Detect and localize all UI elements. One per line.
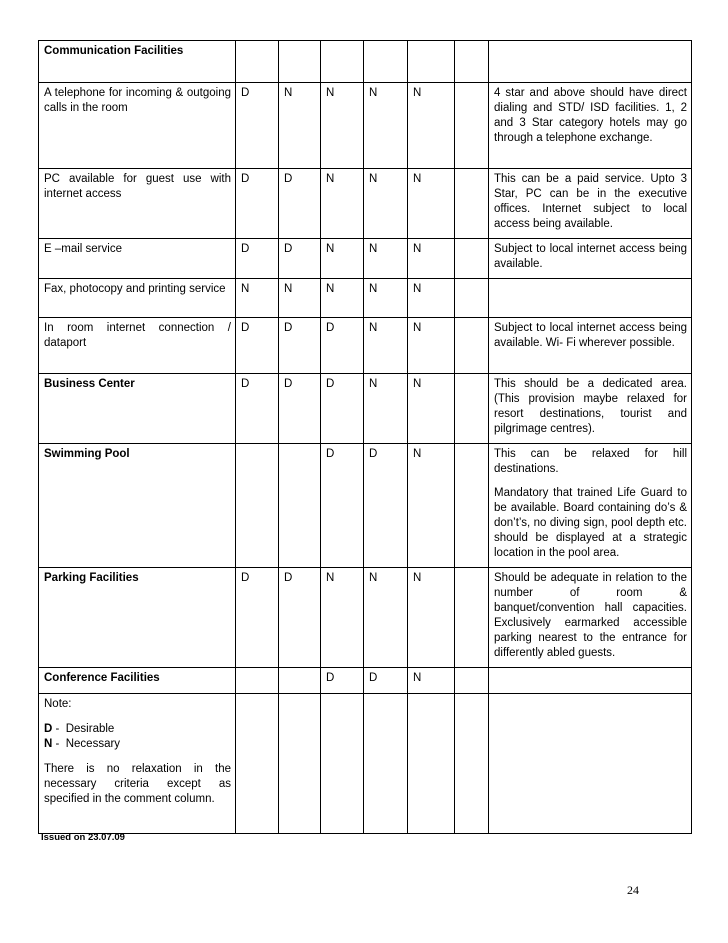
category-flag-cell [236, 41, 279, 83]
facility-name: A telephone for incoming & outgoing calls in the room [39, 83, 236, 169]
category-flag-cell: D [236, 318, 279, 374]
category-flag-cell [236, 444, 279, 568]
category-flag-cell: D [279, 568, 321, 668]
legend-code: D [44, 723, 53, 735]
table-row [39, 41, 692, 83]
comment-cell [489, 83, 692, 169]
category-flag-cell [321, 41, 364, 83]
category-flag-cell [408, 41, 455, 83]
category-flag-cell [236, 668, 279, 694]
category-flag-cell: D [236, 169, 279, 239]
comment-cell [489, 169, 692, 239]
table-row [39, 279, 692, 318]
category-flag-cell: N [364, 169, 408, 239]
legend-text: - Necessary [52, 738, 121, 750]
empty-cell [364, 694, 408, 834]
comment-paragraph: Subject to local internet access being available. Wi- Fi wherever possible. [494, 322, 687, 349]
table-row [39, 444, 692, 568]
empty-cell [489, 694, 692, 834]
legend-item [44, 737, 231, 752]
facility-name: E –mail service [39, 239, 236, 279]
category-flag-cell: N [236, 279, 279, 318]
category-flag-cell: N [321, 279, 364, 318]
comment-cell [489, 568, 692, 668]
legend-text: - Desirable [52, 723, 115, 735]
category-flag-cell: N [279, 279, 321, 318]
category-flag-cell: D [321, 668, 364, 694]
category-flag-cell [364, 41, 408, 83]
facility-name: Conference Facilities [39, 668, 236, 694]
facility-name: Swimming Pool [39, 444, 236, 568]
category-flag-cell: N [364, 318, 408, 374]
category-flag-cell: D [236, 239, 279, 279]
comment-paragraph: 4 star and above should have direct dialing and STD/ ISD facilities. 1, 2 and 3 Star category hotels may go through a telephone exchange. [494, 87, 687, 144]
note-legend [44, 722, 231, 752]
category-flag-cell [455, 668, 489, 694]
table-row [39, 668, 692, 694]
category-flag-cell: N [321, 568, 364, 668]
category-flag-cell [279, 41, 321, 83]
table-row [39, 239, 692, 279]
category-flag-cell [455, 444, 489, 568]
note-heading: Note: [44, 698, 72, 710]
facility-name: In room internet connection / dataport [39, 318, 236, 374]
category-flag-cell: N [408, 374, 455, 444]
category-flag-cell: N [408, 169, 455, 239]
category-flag-cell [455, 318, 489, 374]
facility-name: Business Center [39, 374, 236, 444]
category-flag-cell [279, 668, 321, 694]
note-text: There is no relaxation in the necessary criteria except as specified in the comment column. [44, 763, 231, 805]
category-flag-cell: D [364, 668, 408, 694]
issued-date: Issued on 23.07.09 [41, 832, 125, 843]
category-flag-cell [455, 169, 489, 239]
category-flag-cell: D [321, 374, 364, 444]
note-cell [39, 694, 236, 834]
table-row [39, 568, 692, 668]
facility-name: Parking Facilities [39, 568, 236, 668]
facilities-table [38, 40, 692, 834]
comment-cell [489, 318, 692, 374]
category-flag-cell [455, 239, 489, 279]
empty-cell [408, 694, 455, 834]
category-flag-cell: N [321, 239, 364, 279]
page-number: 24 [627, 883, 639, 897]
category-flag-cell [455, 279, 489, 318]
table-row [39, 83, 692, 169]
table-row [39, 318, 692, 374]
table-row [39, 169, 692, 239]
facility-name: Communication Facilities [39, 41, 236, 83]
category-flag-cell: D [236, 374, 279, 444]
empty-cell [236, 694, 279, 834]
comment-cell [489, 374, 692, 444]
comment-paragraph: This can be a paid service. Upto 3 Star, PC can be in the executive offices. Internet subject to local access being available. [494, 173, 687, 230]
category-flag-cell: N [321, 169, 364, 239]
empty-cell [321, 694, 364, 834]
comment-cell [489, 444, 692, 568]
facility-name: PC available for guest use with internet access [39, 169, 236, 239]
category-flag-cell: N [364, 568, 408, 668]
comment-paragraph: Mandatory that trained Life Guard to be available. Board containing do’s & don’t’s, no diving sign, pool depth etc. should be displayed at a strategic location in the pool area. [494, 487, 687, 559]
category-flag-cell: D [279, 239, 321, 279]
comment-paragraph: This should be a dedicated area. (This provision maybe relaxed for resort destinations, tourist and pilgrimage centres). [494, 378, 687, 435]
legend-code: N [44, 738, 53, 750]
facility-name: Fax, photocopy and printing service [39, 279, 236, 318]
category-flag-cell: N [364, 239, 408, 279]
comment-paragraph: Subject to local internet access being available. [494, 243, 687, 270]
category-flag-cell: D [364, 444, 408, 568]
category-flag-cell: N [364, 83, 408, 169]
category-flag-cell: N [408, 668, 455, 694]
category-flag-cell: D [236, 568, 279, 668]
empty-cell [279, 694, 321, 834]
category-flag-cell: D [279, 318, 321, 374]
category-flag-cell [455, 374, 489, 444]
legend-item [44, 722, 231, 737]
category-flag-cell: N [321, 83, 364, 169]
category-flag-cell: N [408, 444, 455, 568]
comment-cell [489, 239, 692, 279]
category-flag-cell [455, 568, 489, 668]
category-flag-cell: N [364, 374, 408, 444]
note-row [39, 694, 692, 834]
category-flag-cell [455, 41, 489, 83]
comment-cell [489, 668, 692, 694]
category-flag-cell: D [279, 374, 321, 444]
category-flag-cell: D [279, 169, 321, 239]
category-flag-cell: N [408, 568, 455, 668]
comment-paragraph: This can be relaxed for hill destinations. [494, 448, 687, 475]
category-flag-cell: N [364, 279, 408, 318]
table-row [39, 374, 692, 444]
category-flag-cell [279, 444, 321, 568]
category-flag-cell: D [236, 83, 279, 169]
category-flag-cell: N [408, 83, 455, 169]
category-flag-cell: N [279, 83, 321, 169]
category-flag-cell: D [321, 444, 364, 568]
comment-cell [489, 279, 692, 318]
category-flag-cell: N [408, 318, 455, 374]
category-flag-cell [455, 83, 489, 169]
category-flag-cell: D [321, 318, 364, 374]
category-flag-cell: N [408, 279, 455, 318]
empty-cell [455, 694, 489, 834]
comment-paragraph: Should be adequate in relation to the number of room & banquet/convention hall capacities. Exclusively earmarked accessible parking nearest to the entrance for differently abled guests. [494, 572, 687, 659]
category-flag-cell: N [408, 239, 455, 279]
comment-cell [489, 41, 692, 83]
